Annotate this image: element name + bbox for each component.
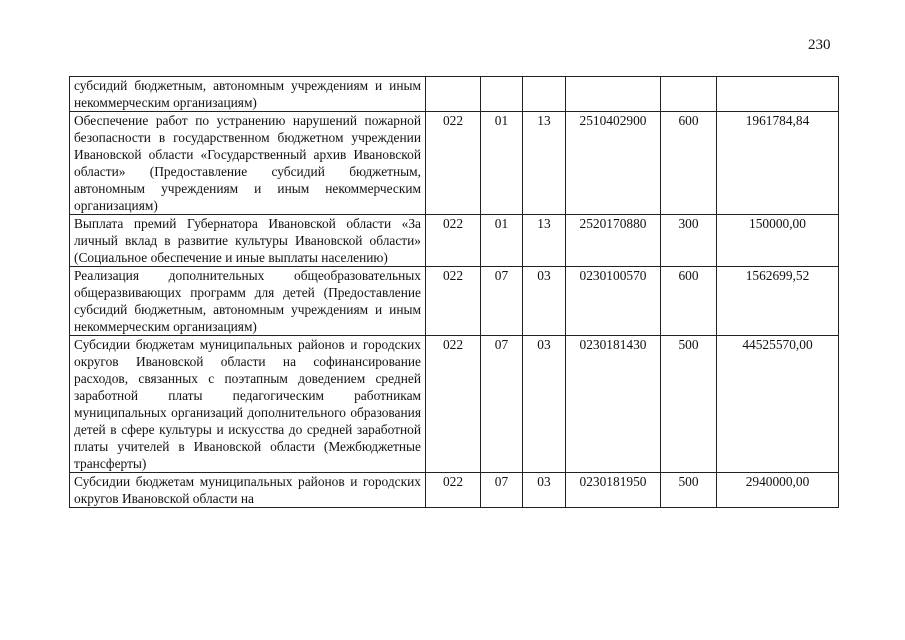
table-row bbox=[70, 112, 839, 215]
grbs-code-cell: 022 bbox=[426, 473, 481, 508]
target-article-cell: 2510402900 bbox=[566, 112, 661, 215]
table-row bbox=[70, 215, 839, 267]
grbs-code-cell bbox=[426, 77, 481, 112]
section-code-cell: 01 bbox=[481, 112, 523, 215]
expense-name-cell: Субсидии бюджетам муниципальных районов и городских округов Ивановской области на софинансирование расходов, связанных с поэтапным доведением средней заработной платы педагогическим работникам муниципальных организаций дополнительного образования детей в сфере культуры и искусства до средней заработной платы учителей в Ивановской области (Межбюджетные трансферты) bbox=[70, 336, 426, 473]
subsection-code-cell: 03 bbox=[523, 336, 566, 473]
section-code-cell bbox=[481, 77, 523, 112]
section-code-cell: 07 bbox=[481, 473, 523, 508]
subsection-code-cell bbox=[523, 77, 566, 112]
section-code-cell: 07 bbox=[481, 336, 523, 473]
grbs-code-cell: 022 bbox=[426, 215, 481, 267]
amount-cell: 2940000,00 bbox=[717, 473, 839, 508]
table-row bbox=[70, 336, 839, 473]
target-article-cell: 2520170880 bbox=[566, 215, 661, 267]
subsection-code-cell: 03 bbox=[523, 267, 566, 336]
amount-cell: 44525570,00 bbox=[717, 336, 839, 473]
amount-cell: 1961784,84 bbox=[717, 112, 839, 215]
grbs-code-cell: 022 bbox=[426, 267, 481, 336]
target-article-cell: 0230100570 bbox=[566, 267, 661, 336]
expense-name-cell: Выплата премий Губернатора Ивановской области «За личный вклад в развитие культуры Ивановской области» (Социальное обеспечение и иные выплаты населению) bbox=[70, 215, 426, 267]
budget-table bbox=[69, 76, 839, 508]
expense-type-cell: 500 bbox=[661, 336, 717, 473]
expense-name-cell: Субсидии бюджетам муниципальных районов и городских округов Ивановской области на bbox=[70, 473, 426, 508]
subsection-code-cell: 13 bbox=[523, 112, 566, 215]
expense-type-cell: 600 bbox=[661, 267, 717, 336]
page-number: 230 bbox=[808, 37, 831, 53]
table-row bbox=[70, 267, 839, 336]
expense-type-cell: 300 bbox=[661, 215, 717, 267]
section-code-cell: 07 bbox=[481, 267, 523, 336]
amount-cell: 150000,00 bbox=[717, 215, 839, 267]
grbs-code-cell: 022 bbox=[426, 336, 481, 473]
expense-type-cell bbox=[661, 77, 717, 112]
target-article-cell: 0230181430 bbox=[566, 336, 661, 473]
target-article-cell: 0230181950 bbox=[566, 473, 661, 508]
expense-name-cell: Обеспечение работ по устранению нарушений пожарной безопасности в государственном бюджетном учреждении Ивановской области «Государственный архив Ивановской области» (Предоставление субсидий бюджетным, автономным учреждениям и иным некоммерческим организациям) bbox=[70, 112, 426, 215]
expense-type-cell: 500 bbox=[661, 473, 717, 508]
table-row bbox=[70, 473, 839, 508]
expense-name-cell: субсидий бюджетным, автономным учреждениям и иным некоммерческим организациям) bbox=[70, 77, 426, 112]
subsection-code-cell: 03 bbox=[523, 473, 566, 508]
target-article-cell bbox=[566, 77, 661, 112]
expense-type-cell: 600 bbox=[661, 112, 717, 215]
amount-cell bbox=[717, 77, 839, 112]
amount-cell: 1562699,52 bbox=[717, 267, 839, 336]
grbs-code-cell: 022 bbox=[426, 112, 481, 215]
subsection-code-cell: 13 bbox=[523, 215, 566, 267]
expense-name-cell: Реализация дополнительных общеобразовательных общеразвивающих программ для детей (Предоставление субсидий бюджетным, автономным учреждениям и иным некоммерческим организациям) bbox=[70, 267, 426, 336]
section-code-cell: 01 bbox=[481, 215, 523, 267]
table-row bbox=[70, 77, 839, 112]
